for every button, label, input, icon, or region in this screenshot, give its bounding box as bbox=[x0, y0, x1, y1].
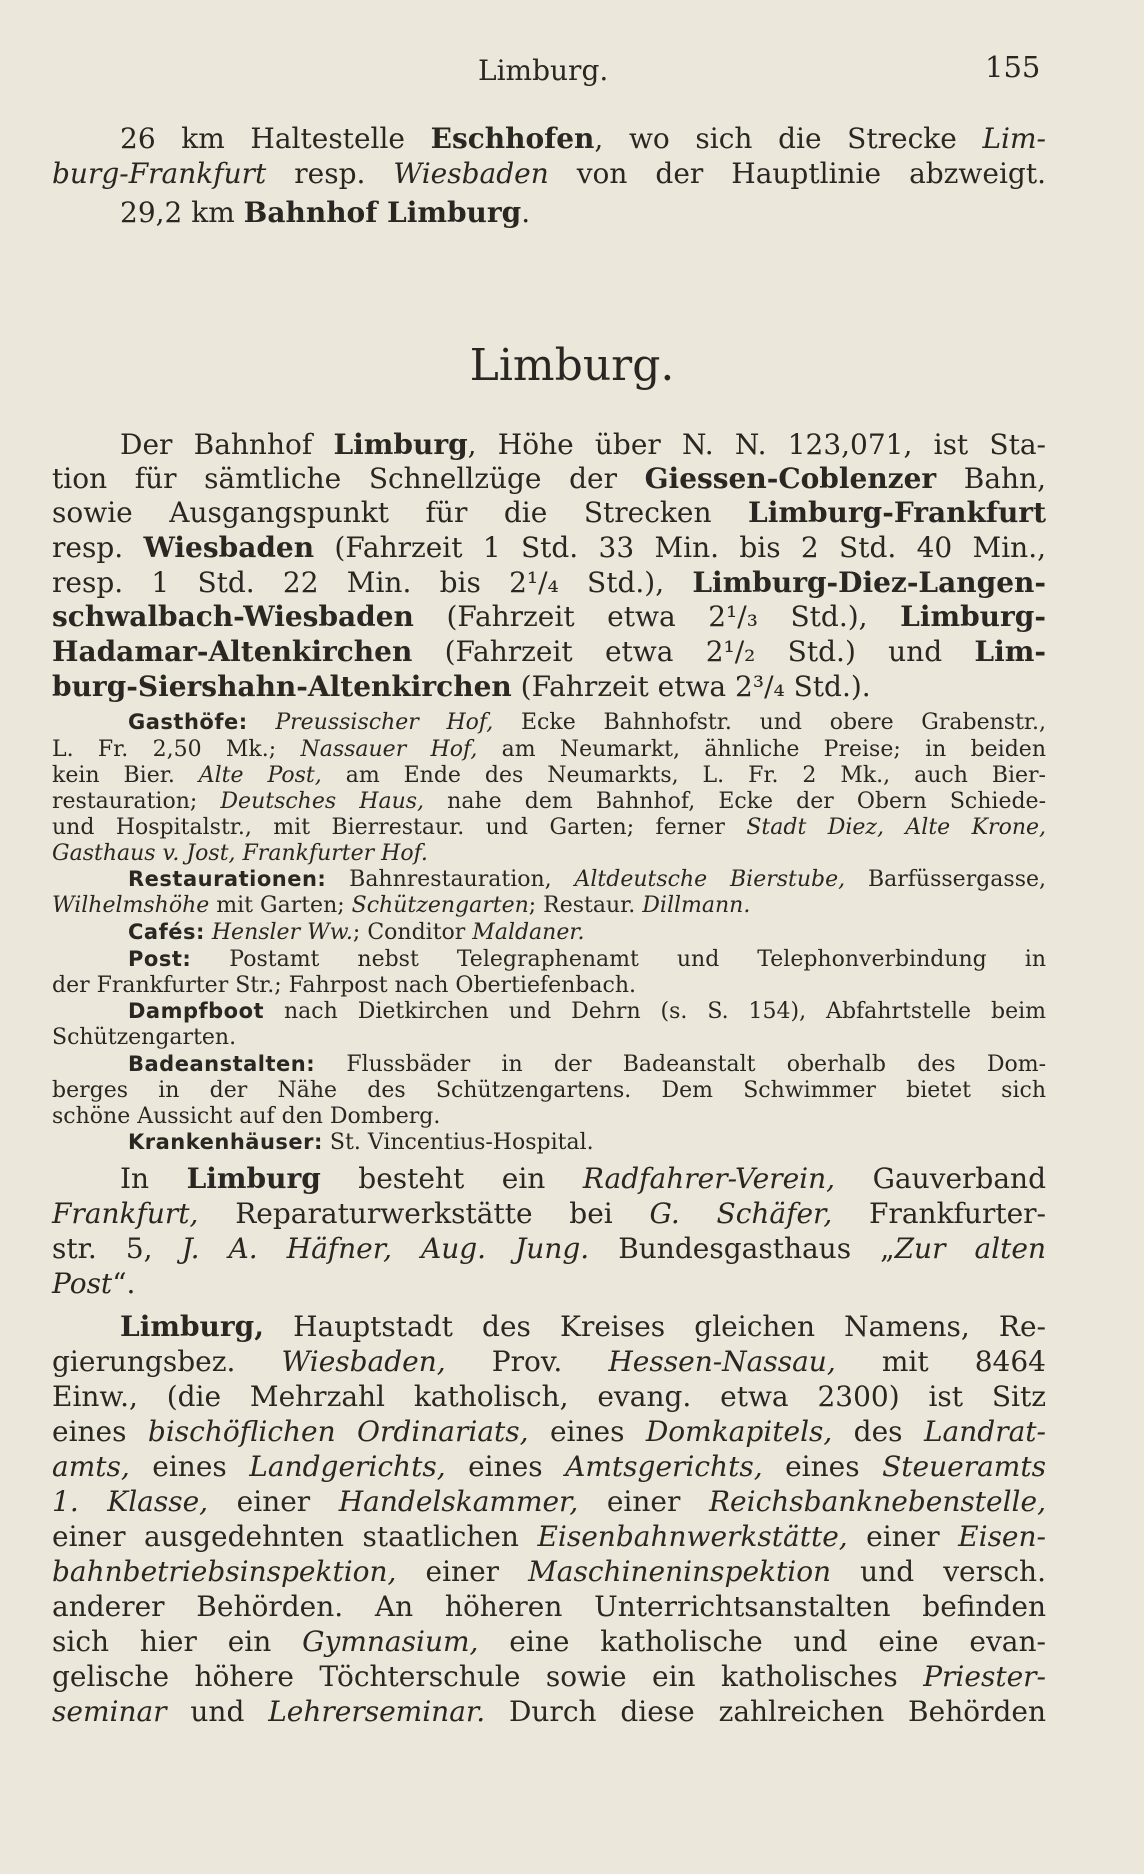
intro-line-1: 26 km Haltestelle Eschhofen, wo sich die Strecke Lim- bbox=[120, 122, 1046, 155]
intro-line-3: 29,2 km Bahnhof Limburg. bbox=[120, 196, 531, 229]
section-title: Limburg. bbox=[469, 340, 675, 391]
small-line: Dampfboot nach Dietkirchen und Dehrn (s. S. 154), Abfahrtstelle beim bbox=[128, 999, 1046, 1024]
para1-line: sowie Ausgangspunkt für die Strecken Limburg-Frankfurt bbox=[52, 496, 1046, 529]
small-line: berges in der Nähe des Schützengartens. Dem Schwimmer bietet sich bbox=[52, 1078, 1046, 1103]
para3-line: seminar und Lehrerseminar. Durch diese zahlreichen Behörden bbox=[52, 1695, 1046, 1728]
para3-line: anderer Behörden. An höheren Unterrichtsanstalten befinden bbox=[52, 1590, 1046, 1623]
para3-line: eines bischöflichen Ordinariats, eines Domkapitels, des Landrat- bbox=[52, 1415, 1046, 1448]
para1-line: tion für sämtliche Schnellzüge der Giessen-Coblenzer Bahn, bbox=[52, 462, 1047, 495]
page-number: 155 bbox=[985, 50, 1041, 84]
running-header-title: Limburg. bbox=[478, 54, 609, 87]
small-line: Wilhelmshöhe mit Garten; Schützengarten; Restaur. Dillmann. bbox=[52, 893, 751, 918]
small-line: Krankenhäuser: St. Vincentius-Hospital. bbox=[128, 1130, 594, 1155]
para3-line: amts, eines Landgerichts, eines Amtsgerichts, eines Steueramts bbox=[52, 1450, 1046, 1483]
para3-line: sich hier ein Gymnasium, eine katholische und eine evan- bbox=[52, 1625, 1046, 1658]
small-line: kein Bier. Alte Post, am Ende des Neumarkts, L. Fr. 2 Mk., auch Bier- bbox=[52, 763, 1046, 788]
para2-line: Frankfurt, Reparaturwerkstätte bei G. Schäfer, Frankfurter- bbox=[52, 1197, 1047, 1230]
para3-line: Limburg, Hauptstadt des Kreises gleichen Namens, Re- bbox=[120, 1310, 1046, 1343]
small-line: restauration; Deutsches Haus, nahe dem Bahnhof, Ecke der Obern Schiede- bbox=[52, 789, 1047, 814]
para3-line: Einw., (die Mehrzahl katholisch, evang. etwa 2300) ist Sitz bbox=[52, 1380, 1046, 1413]
para1-line: burg-Siershahn-Altenkirchen (Fahrzeit etwa 2³/₄ Std.). bbox=[52, 670, 871, 703]
para2-line: Post“. bbox=[52, 1267, 136, 1300]
para3-line: gelische höhere Töchterschule sowie ein katholisches Priester- bbox=[52, 1660, 1046, 1693]
small-line: Badeanstalten: Flussbäder in der Badeanstalt oberhalb des Dom- bbox=[128, 1052, 1046, 1077]
small-line: und Hospitalstr., mit Bierrestaur. und Garten; ferner Stadt Diez, Alte Krone, bbox=[52, 815, 1046, 840]
para3-line: 1. Klasse, einer Handelskammer, einer Reichsbanknebenstelle, bbox=[52, 1485, 1046, 1518]
small-line: Cafés: Hensler Ww.; Conditor Maldaner. bbox=[128, 920, 585, 945]
small-line: der Frankfurter Str.; Fahrpost nach Obertiefenbach. bbox=[52, 973, 636, 998]
small-line: Restaurationen: Bahnrestauration, Altdeutsche Bierstube, Barfüssergasse, bbox=[128, 867, 1046, 892]
small-line: schöne Aussicht auf den Domberg. bbox=[52, 1104, 441, 1129]
para1-line: schwalbach-Wiesbaden (Fahrzeit etwa 2¹/₃ Std.), Limburg- bbox=[52, 600, 1046, 633]
para2-line: str. 5, J. A. Häfner, Aug. Jung. Bundesgasthaus „Zur alten bbox=[52, 1232, 1046, 1265]
para3-line: einer ausgedehnten staatlichen Eisenbahnwerkstätte, einer Eisen- bbox=[52, 1520, 1046, 1553]
small-line: Gasthöfe: Preussischer Hof, Ecke Bahnhofstr. und obere Grabenstr., bbox=[128, 710, 1046, 735]
para3-line: bahnbetriebsinspektion, einer Maschineninspektion und versch. bbox=[52, 1555, 1046, 1588]
small-line: L. Fr. 2,50 Mk.; Nassauer Hof, am Neumarkt, ähnliche Preise; in beiden bbox=[52, 737, 1046, 762]
para1-line: Der Bahnhof Limburg, Höhe über N. N. 123,071, ist Sta- bbox=[120, 428, 1046, 461]
para1-line: resp. 1 Std. 22 Min. bis 2¹/₄ Std.), Limburg-Diez-Langen- bbox=[52, 566, 1046, 599]
small-line: Post: Postamt nebst Telegraphenamt und Telephonverbindung in bbox=[128, 947, 1046, 972]
intro-line-2: burg-Frankfurt resp. Wiesbaden von der Hauptlinie abzweigt. bbox=[52, 157, 1047, 190]
para1-line: resp. Wiesbaden (Fahrzeit 1 Std. 33 Min. bis 2 Std. 40 Min., bbox=[52, 531, 1046, 564]
para2-line: In Limburg besteht ein Radfahrer-Verein, Gauverband bbox=[120, 1162, 1047, 1195]
small-line: Gasthaus v. Jost, Frankfurter Hof. bbox=[52, 841, 428, 866]
para3-line: gierungsbez. Wiesbaden, Prov. Hessen-Nassau, mit 8464 bbox=[52, 1345, 1046, 1378]
small-line: Schützengarten. bbox=[52, 1025, 237, 1050]
para1-line: Hadamar-Altenkirchen (Fahrzeit etwa 2¹/₂ Std.) und Lim- bbox=[52, 635, 1046, 668]
